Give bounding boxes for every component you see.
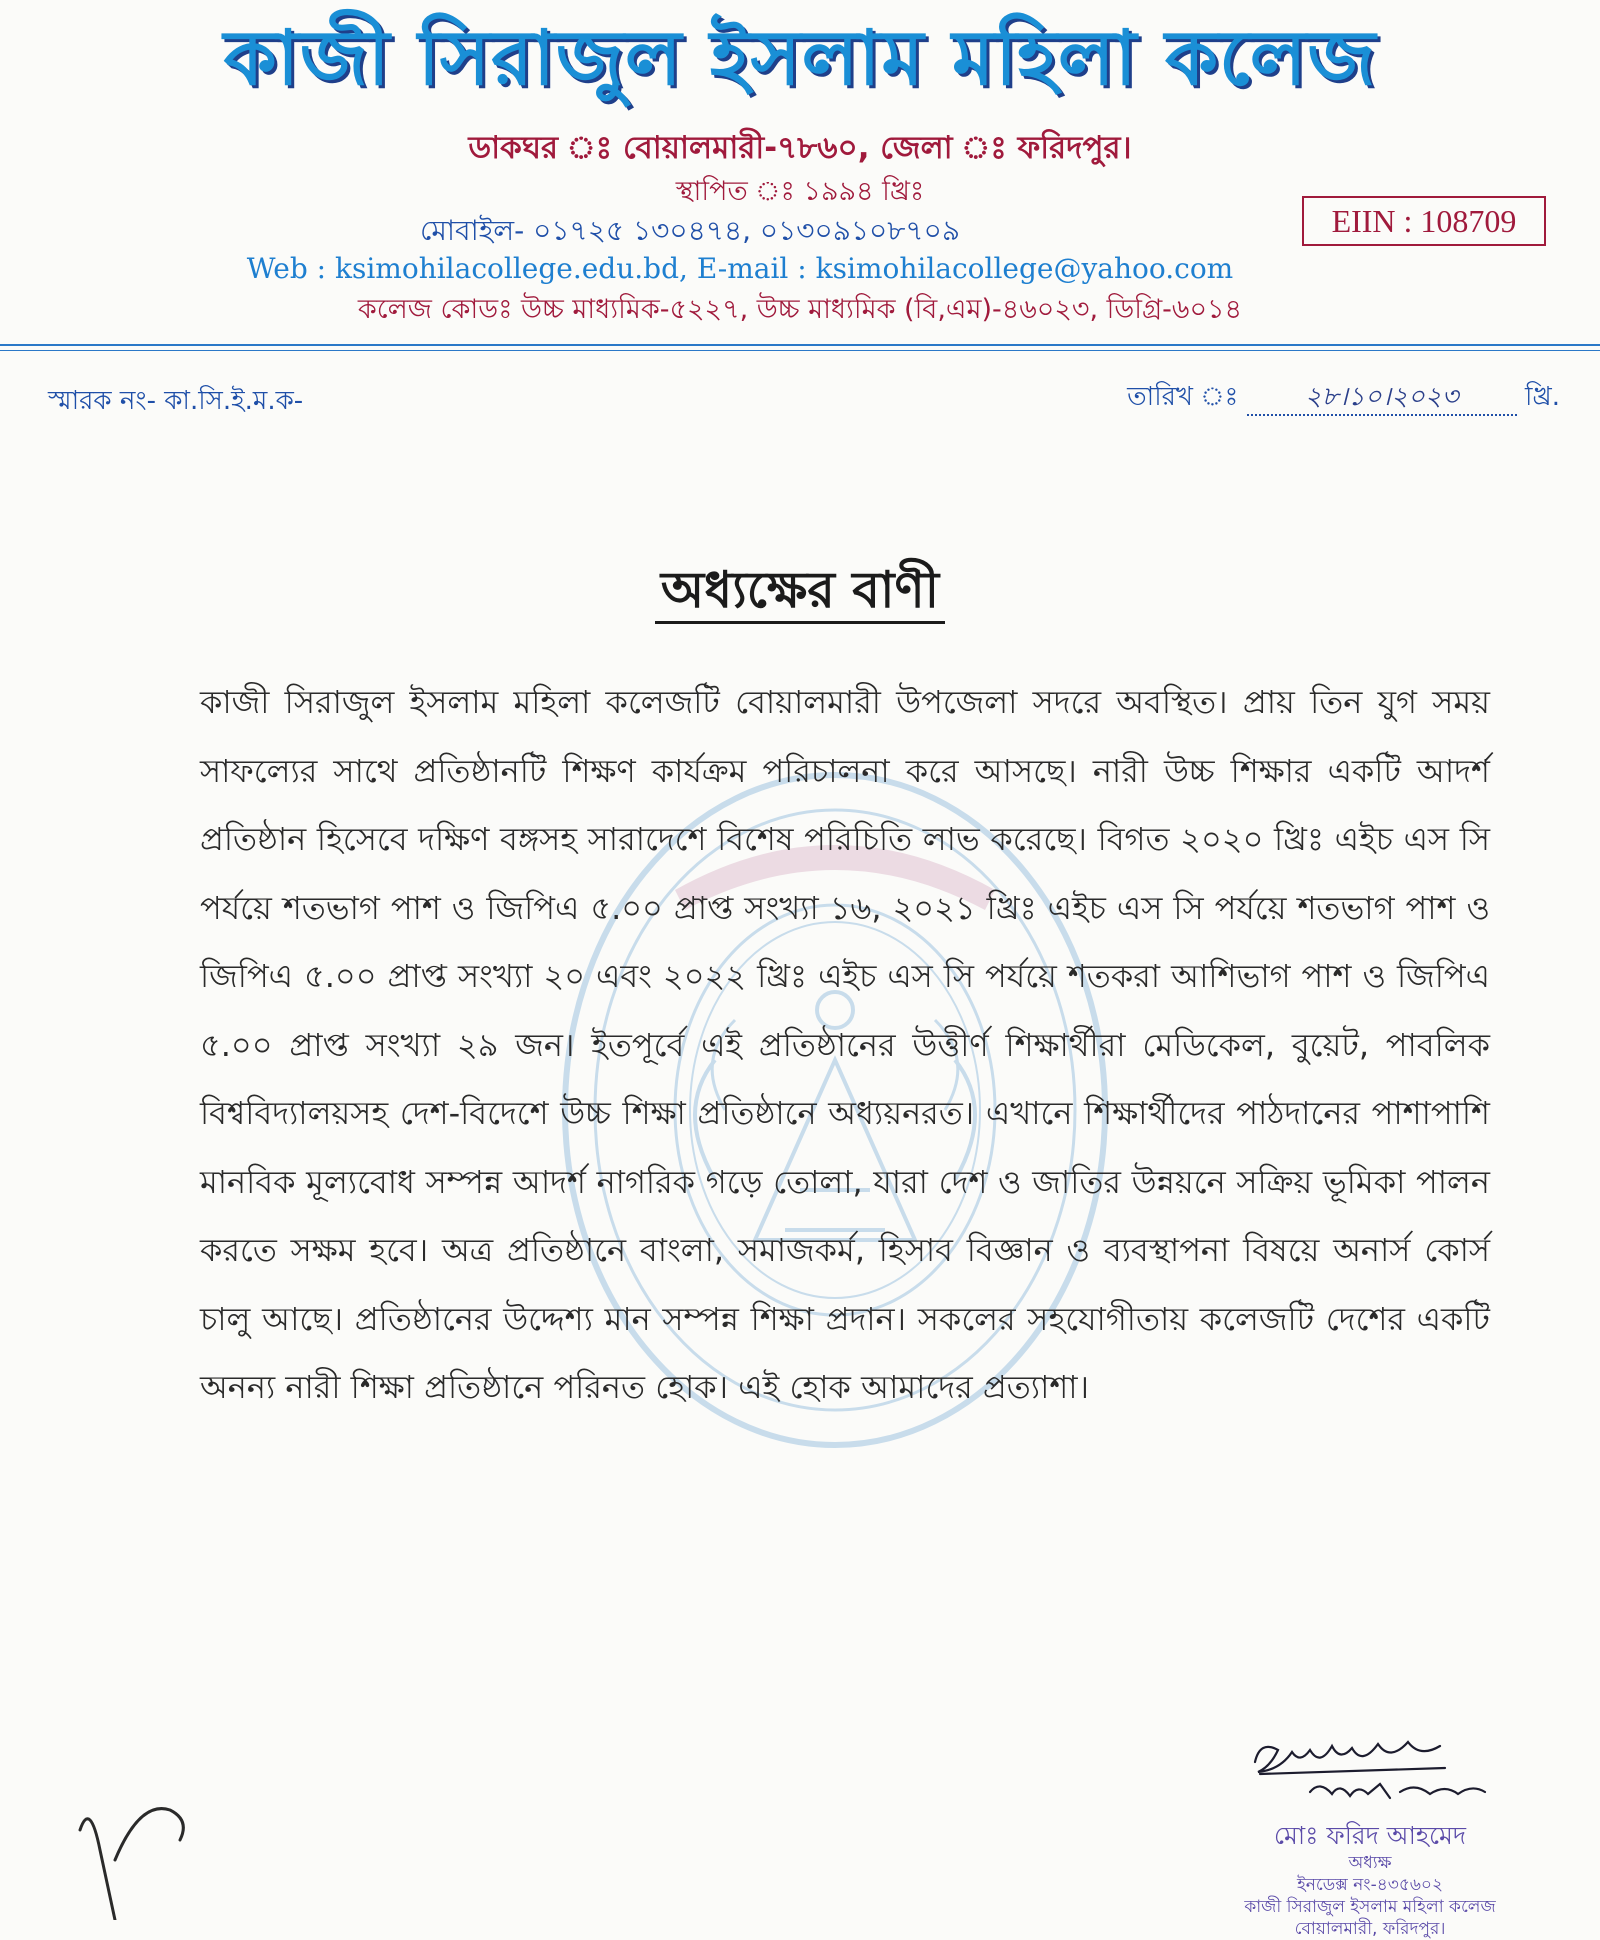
eiin-badge: EIIN : 108709	[1302, 196, 1546, 246]
memo-number: স্মারক নং- কা.সি.ই.ম.ক-	[48, 386, 304, 416]
message-body: কাজী সিরাজুল ইসলাম মহিলা কলেজটি বোয়ালমারী উপজেলা সদরে অবস্থিত। প্রায় তিন যুগ সময় সাফল্যের সাথে প্রতিষ্ঠানটি শিক্ষণ কার্যক্রম পরিচালনা করে আসছে। নারী উচ্চ শিক্ষার একটি আদর্শ প্রতিষ্ঠান হিসেবে দক্ষিণ বঙ্গসহ সারাদেশে বিশেষ পরিচিতি লাভ করেছে। বিগত ২০২০ খ্রিঃ এইচ এস সি পর্যয়ে শতভাগ পাশ ও জিপিএ ৫.০০ প্রাপ্ত সংখ্যা ১৬, ২০২১ খ্রিঃ এইচ এস সি পর্যয়ে শতভাগ পাশ ও জিপিএ ৫.০০ প্রাপ্ত সংখ্যা ২০ এবং ২০২২ খ্রিঃ এইচ এস সি পর্যয়ে শতকরা আশিভাগ পাশ ও জিপিএ ৫.০০ প্রাপ্ত সংখ্যা ২৯ জন। ইতপূর্বে এই প্রতিষ্ঠানের উত্তীর্ণ শিক্ষার্থীরা মেডিকেল, বুয়েট, পাবলিক বিশ্ববিদ্যালয়সহ দেশ-বিদেশে উচ্চ শিক্ষা প্রতিষ্ঠানে অধ্যয়নরত। এখানে শিক্ষার্থীদের পাঠদানের পাশাপাশি মানবিক মূল্যবোধ সম্পন্ন আদর্শ নাগরিক গড়ে তোলা, যারা দেশ ও জাতির উন্নয়নে সক্রিয় ভূমিকা পালন করতে সক্ষম হবে। অত্র প্রতিষ্ঠানে বাংলা, সমাজকর্ম, হিসাব বিজ্ঞান ও ব্যবস্থাপনা বিষয়ে অনার্স কোর্স চালু আছে। প্রতিষ্ঠানের উদ্দেশ্য মান সম্পন্ন শিক্ষা প্রদান। সকলের সহযোগীতায় কলেজটি দেশের একটি অনন্য নারী শিক্ষা প্রতিষ্ঠানে পরিনত হোক। এই হোক আমাদের প্রত্যাশা।	[200, 683, 1490, 1406]
principal-college-location: বোয়ালমারী, ফরিদপুর।	[1294, 1919, 1446, 1939]
principal-college	[1140, 1896, 1600, 1940]
message-title	[0, 556, 1600, 624]
college-codes: কলেজ কোডঃ উচ্চ মাধ্যমিক-৫২২৭, উচ্চ মাধ্যমিক (বি,এম)-৪৬০২৩, ডিগ্রি-৬০১৪	[357, 294, 1243, 325]
header-divider	[0, 344, 1600, 346]
header-divider-thin	[0, 350, 1600, 351]
principal-college-name: কাজী সিরাজুল ইসলাম মহিলা কলেজ	[1244, 1897, 1496, 1917]
date-suffix: খ্রি.	[1524, 382, 1560, 412]
margin-pen-mark	[60, 1740, 220, 1920]
mobile-numbers: মোবাইল- ০১৭২৫ ১৩০৪৭৪, ০১৩০৯১০৮৭০৯	[419, 214, 961, 247]
message-title-text: অধ্যক্ষের বাণী	[655, 561, 945, 624]
college-address: ডাকঘর ঃ বোয়ালমারী-৭৮৬০, জেলা ঃ ফরিদপুর।	[468, 130, 1132, 166]
established-year: স্থাপিত ঃ ১৯৯৪ খ্রিঃ	[675, 176, 925, 207]
web-email: Web : ksimohilacollege.edu.bd, E-mail : ksimohilacollege@yahoo.com	[246, 252, 1234, 285]
date-value: ২৮।১০।২০২৩	[1247, 380, 1517, 416]
principal-name: মোঃ ফরিদ আহমেদ	[1273, 1821, 1467, 1850]
principal-index-number: ইনডেক্স নং-৪৩৫৬০২	[1296, 1875, 1444, 1895]
principal-signature	[1240, 1722, 1500, 1822]
date-label: তারিখ ঃ	[1127, 382, 1239, 412]
date-line	[1127, 380, 1560, 416]
principal-title: অধ্যক্ষ	[1348, 1853, 1392, 1873]
college-name: কাজী সিরাজুল ইসলাম মহিলা কলেজ	[223, 13, 1377, 102]
